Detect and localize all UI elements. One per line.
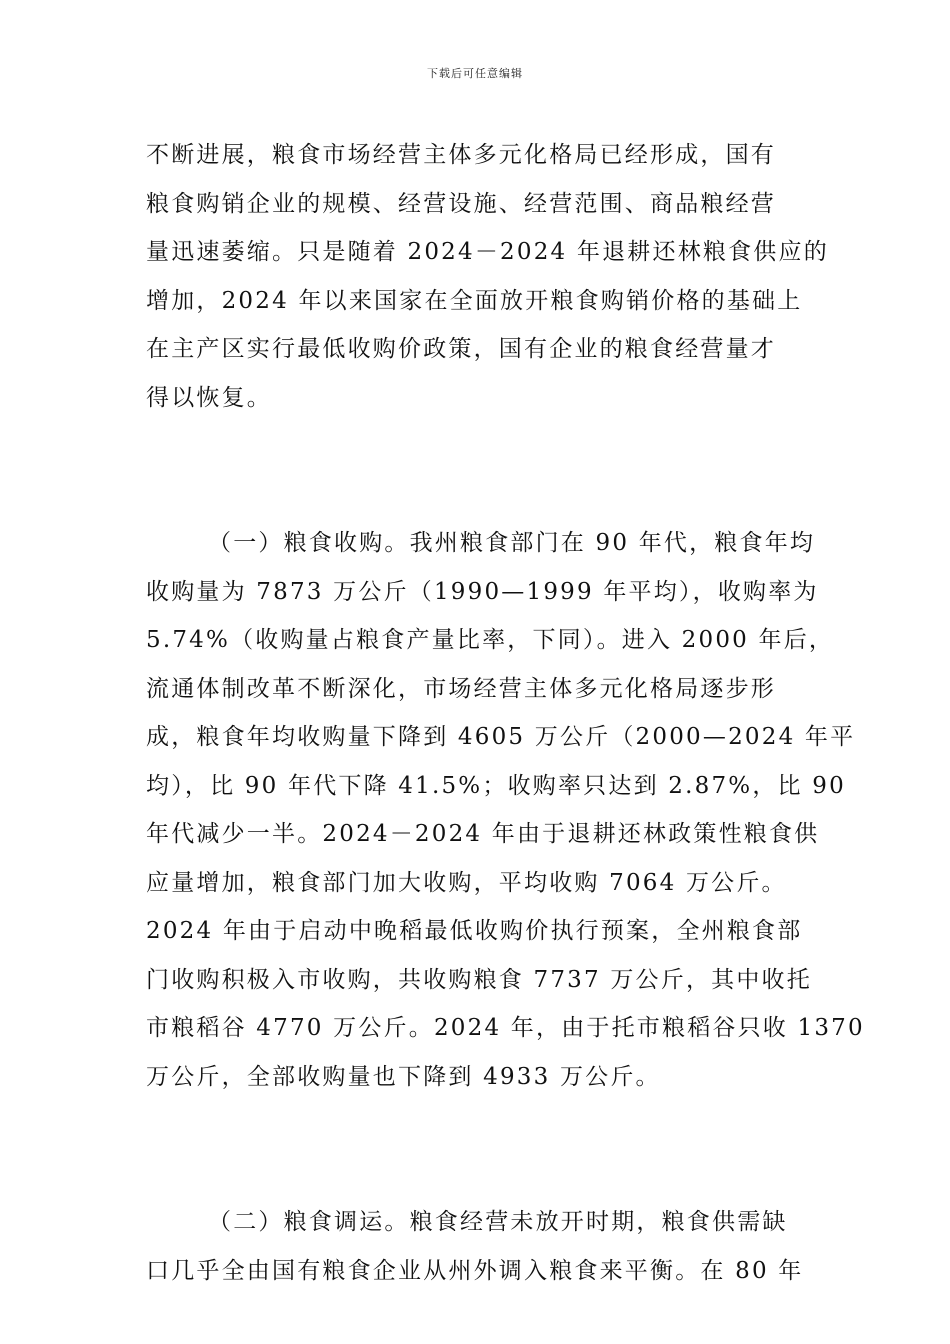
text-line: 均），比 90 年代下降 41.5%；收购率只达到 2.87%，比 90 — [146, 772, 846, 799]
text-line: 万公斤，全部收购量也下降到 4933 万公斤。 — [146, 1063, 661, 1090]
paragraph-gap — [146, 422, 806, 519]
text-line: 门收购积极入市收购，共收购粮食 7737 万公斤，其中收托 — [146, 966, 812, 993]
document-body — [146, 131, 865, 1295]
paragraph-gap — [146, 1101, 806, 1198]
paragraph-grain-transport — [146, 1198, 806, 1295]
text-line: （一）粮食收购。我州粮食部门在 90 年代，粮食年均 — [208, 530, 816, 556]
text-line: 2024 年由于启动中晚稻最低收购价执行预案，全州粮食部 — [146, 918, 803, 944]
text-line: （二）粮食调运。粮食经营未放开时期，粮食供需缺 — [208, 1209, 788, 1235]
text-line: 不断进展，粮食市场经营主体多元化格局已经形成，国有 — [146, 142, 776, 168]
text-line: 在主产区实行最低收购价政策，国有企业的粮食经营量才 — [146, 336, 776, 362]
text-line: 得以恢复。 — [146, 384, 272, 411]
text-line: 成，粮食年均收购量下降到 4605 万公斤（2000—2024 年平 — [146, 724, 856, 750]
text-line: 增加，2024 年以来国家在全面放开粮食购销价格的基础上 — [146, 287, 803, 314]
text-line: 流通体制改革不断深化，市场经营主体多元化格局逐步形 — [146, 675, 776, 702]
text-line: 粮食购销企业的规模、经营设施、经营范围、商品粮经营 — [146, 190, 776, 217]
text-line: 口几乎全由国有粮食企业从州外调入粮食来平衡。在 80 年 — [146, 1257, 804, 1284]
text-line: 5.74%（收购量占粮食产量比率，下同）。进入 2000 年后， — [146, 627, 835, 653]
paragraph-intro — [146, 131, 829, 422]
text-line: 量迅速萎缩。只是随着 2024－2024 年退耕还林粮食供应的 — [146, 239, 829, 265]
page-header-note: 下载后可任意编辑 — [427, 67, 523, 80]
text-line: 应量增加，粮食部门加大收购，平均收购 7064 万公斤。 — [146, 869, 787, 896]
text-line: 市粮稻谷 4770 万公斤。2024 年，由于托市粮稻谷只收 1370 — [146, 1015, 865, 1041]
text-line: 年代减少一半。2024－2024 年由于退耕还林政策性粮食供 — [146, 821, 820, 847]
paragraph-grain-purchase — [146, 519, 865, 1101]
text-line: 收购量为 7873 万公斤（1990—1999 年平均），收购率为 — [146, 578, 819, 605]
